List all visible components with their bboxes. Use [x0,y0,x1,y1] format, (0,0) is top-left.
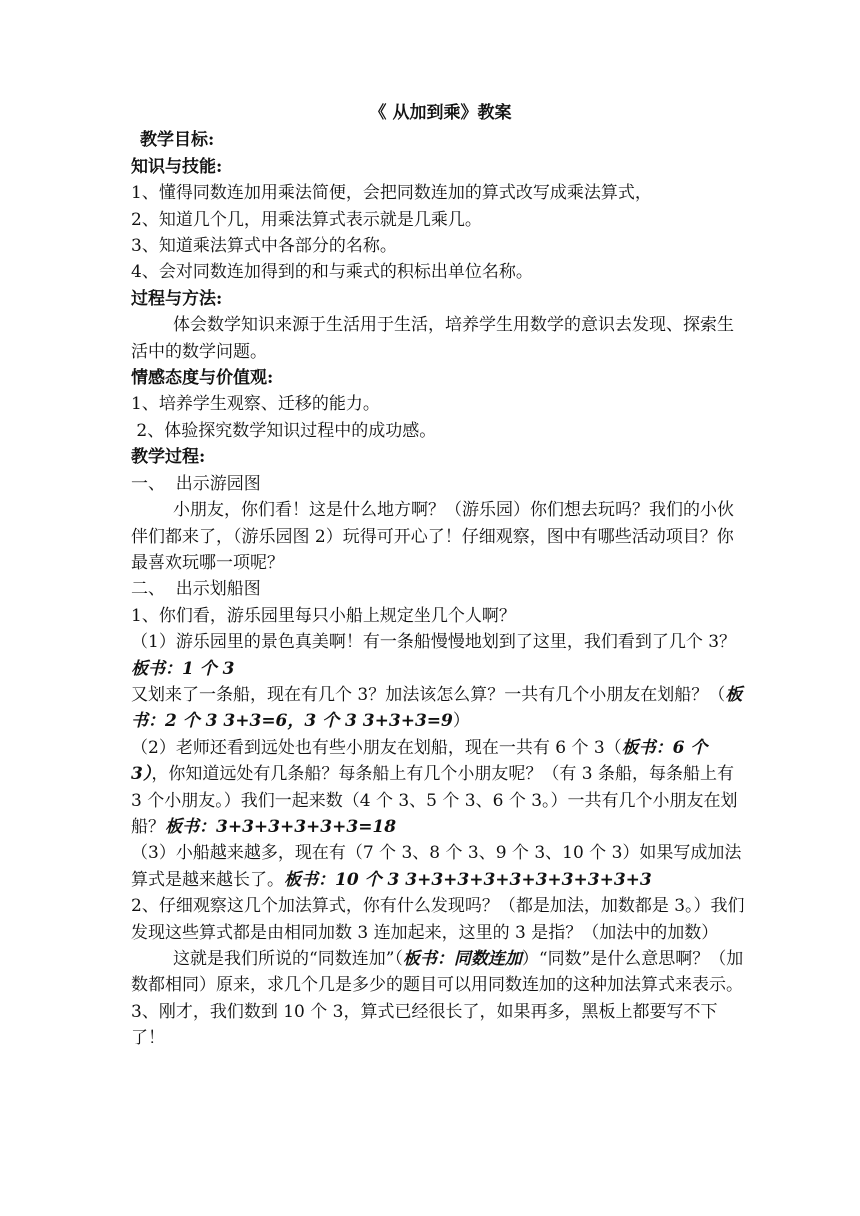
paragraph-text: （1）游乐园里的景色真美啊！有一条船慢慢地划到了这里，我们看到了几个 3？ [131,632,737,653]
knowledge-item: 2、知道几个几，用乘法算式表示就是几乘几。 [131,209,482,230]
paragraph-2 [131,735,750,841]
knowledge-item: 1、懂得同数连加用乘法简便，会把同数连加的算式改写成乘法算式， [131,183,652,204]
attitude-heading: 情感态度与价值观: [131,368,274,389]
board-note: 板书：6 个 3） [131,737,708,785]
attitude-item: 1、培养学生观察、迁移的能力。 [131,394,380,415]
board-note: 板书：1 个 3 [131,658,235,679]
objectives-heading: 教学目标: [140,130,215,151]
attitude-item: 2、体验探究数学知识过程中的成功感。 [131,420,437,441]
section-heading: 一、 出示游园图 [131,473,261,494]
paragraph-text: 这就是我们所说的“同数连加”（ [173,949,403,969]
board-note: 板书：10 个 3 3+3+3+3+3+3+3+3+3+3 [284,869,652,890]
knowledge-item: 3、知道乘法算式中各部分的名称。 [131,236,397,257]
process-method-text: 体会数学知识来源于生活用于生活，培养学生用数学的意识去发现、探索生活中的数学问题。 [131,315,734,362]
question-1: 1、你们看，游乐园里每只小船上规定坐几个人啊？ [131,605,516,626]
board-note: 板书：2 个 3 3+3=6，3 个 3 3+3+3=9 [131,684,743,732]
paragraph-text: ） [452,711,470,732]
section1-paragraph: 小朋友，你们看！这是什么地方啊？（游乐园）你们想去玩吗？我们的小伙伴们都来了，（游乐园图 2）玩得可开心了！仔细观察，图中有哪些活动项目？你最喜欢玩哪一项呢？ [131,500,734,573]
paragraph-1 [131,629,750,682]
teaching-process-heading: 教学过程: [131,447,206,468]
paragraph-text: ，你知道远处有几条船？每条船上有几个小朋友呢？（有 3 条船，每条船上有 3 个小朋友。）我们一起来数（4 个 3、5 个 3、6 个 3。）一共有几个小朋友在划船？ [131,764,738,837]
paragraph-1b [131,682,750,735]
knowledge-item: 4、会对同数连加得到的和与乘式的积标出单位名称。 [131,262,533,283]
process-method-heading: 过程与方法: [131,288,223,309]
question-3: 3、刚才，我们数到 10 个 3，算式已经很长了，如果再多，黑板上都要写不下了！ [131,1001,718,1049]
paragraph-text: ）“同数”是什么意思啊？（加数都相同）原来，求几个几是多少的题目可以用同数连加的这种加法算式来表示。 [131,949,744,996]
board-note: 板书：同数连加 [402,949,522,969]
knowledge-heading: 知识与技能: [131,156,223,177]
board-note: 板书：3+3+3+3+3+3=18 [165,816,397,837]
question-2: 2、仔细观察这几个加法算式，你有什么发现吗？（都是加法，加数都是 3。）我们发现这些算式都是由相同加数 3 连加起来，这里的 3 是指？（加法中的加数） [131,896,745,943]
paragraph-text: 又划来了一条船，现在有几个 3？加法该怎么算？一共有几个小朋友在划船？（ [131,684,726,705]
paragraph-3 [131,840,750,893]
document-title: 《 从加到乘》教案 [369,103,512,123]
paragraph-text: （3）小船越来越多，现在有（7 个 3、8 个 3、9 个 3、10 个 3）如果写成加法算式是越来越长了。 [131,843,742,890]
section-heading: 二、 出示划船图 [131,579,261,600]
paragraph-text: （2）老师还看到远处也有些小朋友在划船，现在一共有 6 个 3（ [131,737,622,758]
question-2-followup [131,946,750,999]
